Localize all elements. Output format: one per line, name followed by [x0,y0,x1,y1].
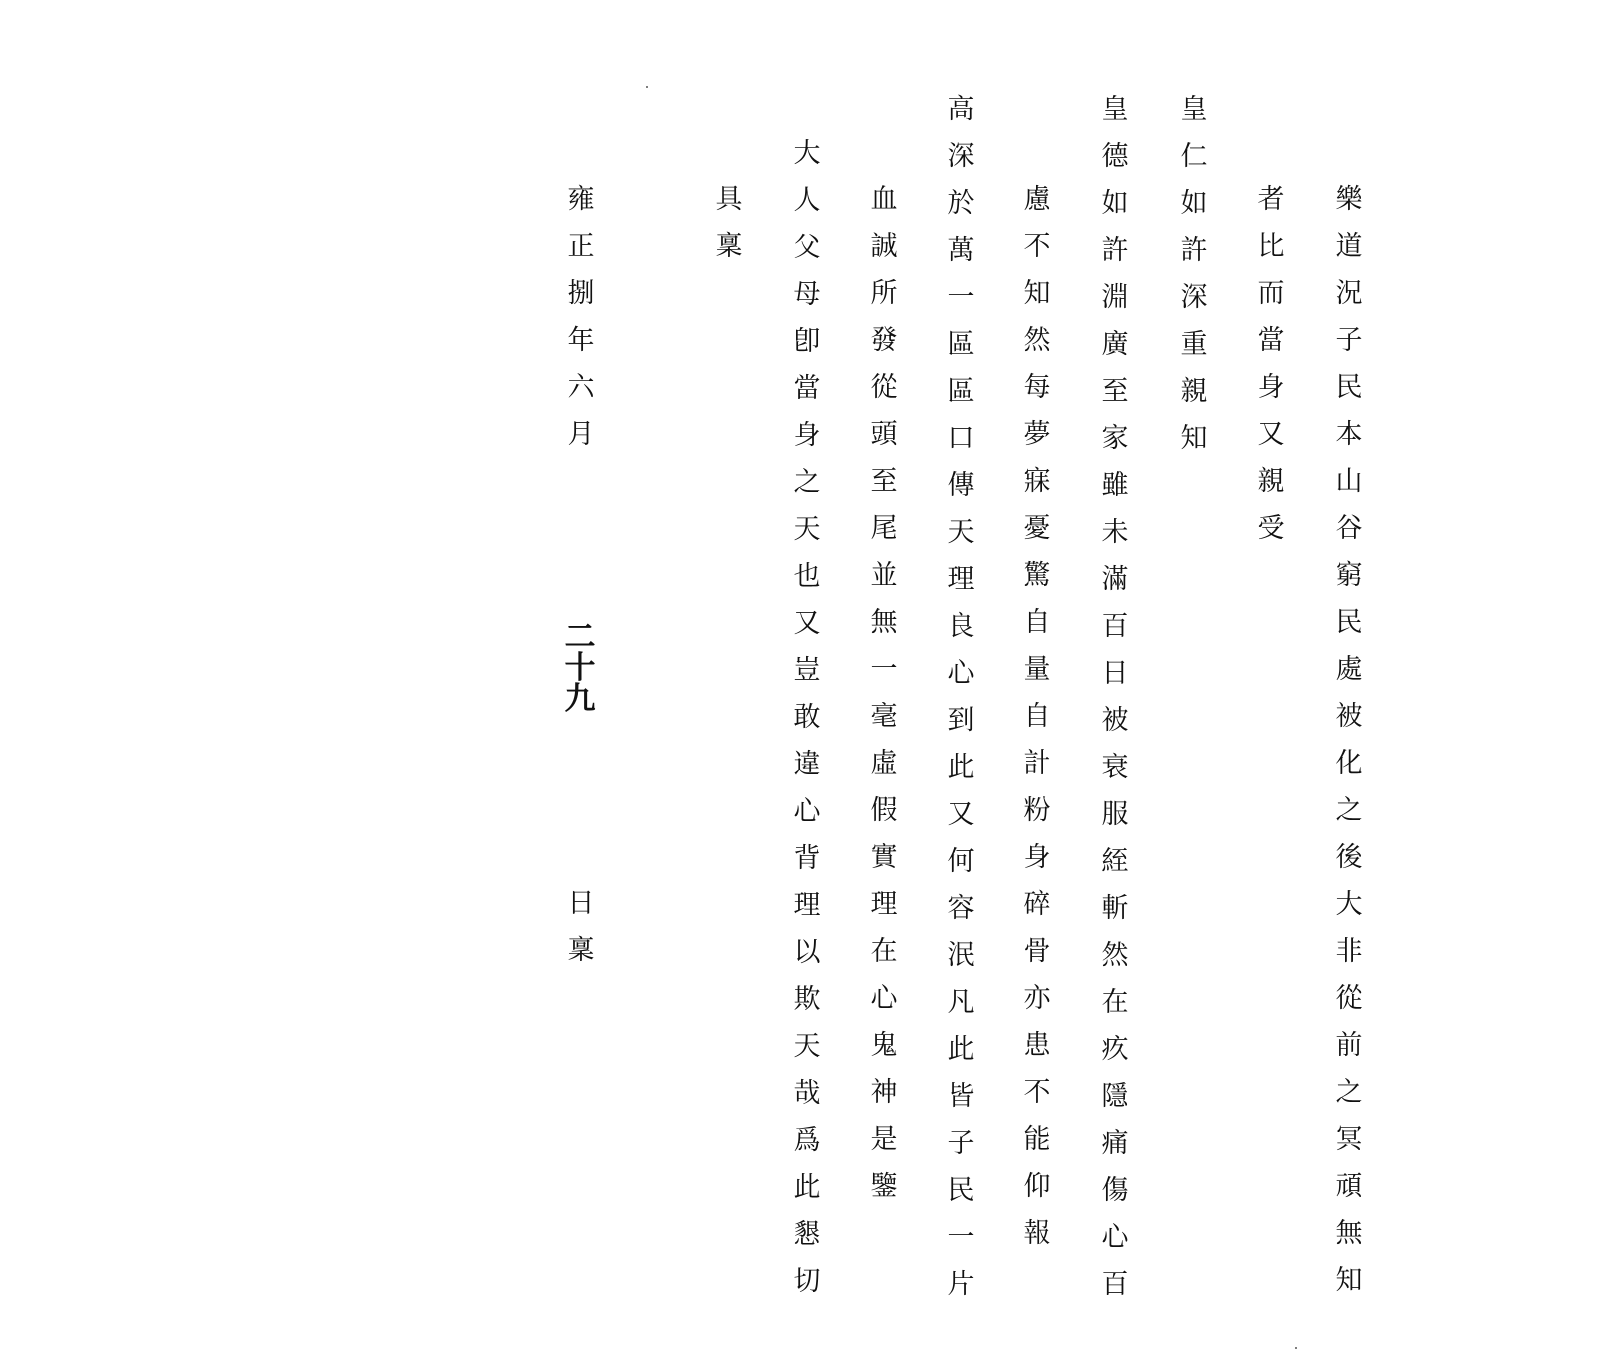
scan-speck [646,86,648,88]
text-column-6: 高 深 於 萬 一 區 區 口 傳 天 理 良 心 到 此 又 何 容 泯 凡 此 皆 子 民 一 片 [947,94,975,1300]
text-column-8: 大 人 父 母 卽 當 身 之 天 也 又 豈 敢 違 心 背 理 以 欺 天 哉 爲 此 懇 切 [793,138,821,1297]
text-column-5: 慮 不 知 然 每 夢 寐 憂 驚 自 量 自 計 粉 身 碎 骨 亦 患 不 能 仰 報 [1023,184,1051,1249]
scan-speck [1295,1347,1297,1349]
date-suffix-column: 日 稟 [567,888,595,966]
text-column-9: 具 稟 [715,184,743,262]
text-column-3: 皇 仁 如 許 深 重 親 知 [1180,94,1208,454]
text-column-1: 樂 道 況 子 民 本 山 谷 窮 民 處 被 化 之 後 大 非 從 前 之 冥 頑 無 知 [1335,184,1363,1296]
text-column-4: 皇 德 如 許 淵 廣 至 家 雖 未 滿 百 日 被 衰 服 絰 斬 然 在 疚 隱 痛 傷 心 百 [1101,94,1129,1300]
date-column: 雍 正 捌 年 六 月 [567,184,595,450]
text-column-7: 血 誠 所 發 從 頭 至 尾 並 無 一 毫 虛 假 實 理 在 心 鬼 神 是 鑒 [870,184,898,1202]
text-column-2: 者 比 而 當 身 又 親 受 [1257,184,1285,544]
page-number: 二 十 九 [564,619,596,717]
